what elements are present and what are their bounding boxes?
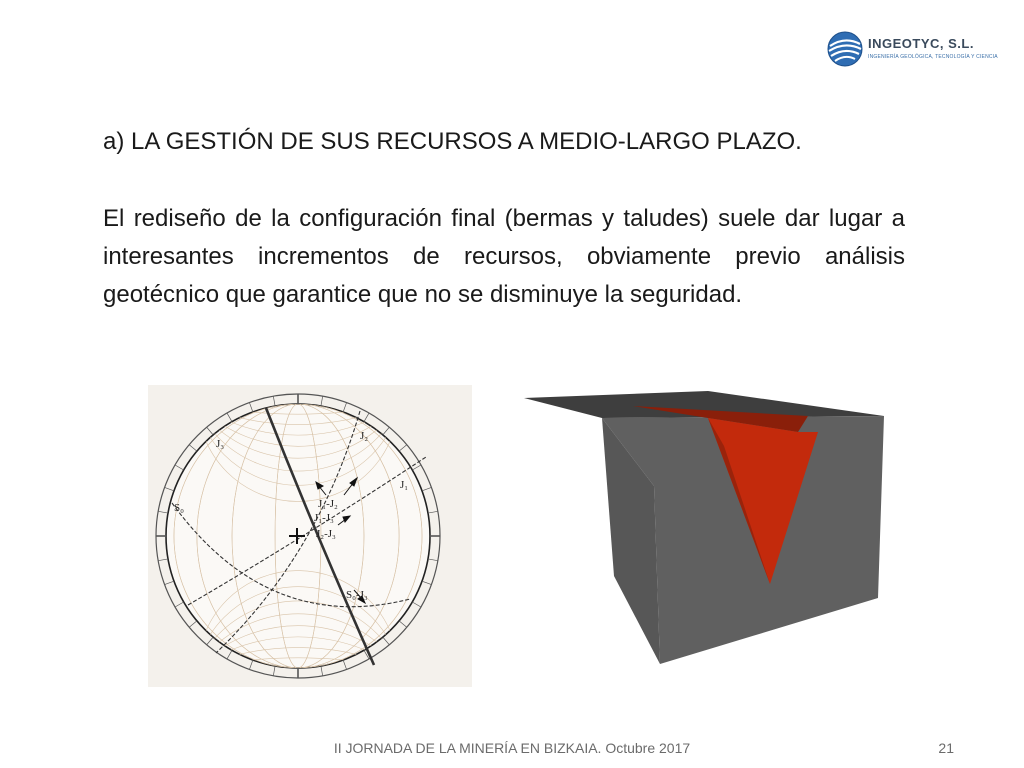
- logo-name: INGEOTYC, S.L.: [868, 36, 974, 51]
- slide-heading: a) LA GESTIÓN DE SUS RECURSOS A MEDIO-LARGO PLAZO.: [103, 128, 802, 155]
- degree-tick: [175, 602, 184, 607]
- degree-tick: [422, 581, 431, 584]
- degree-tick: [249, 660, 252, 669]
- degree-tick: [249, 403, 252, 412]
- degree-tick: [273, 666, 275, 676]
- slide-footer: II JORNADA DE LA MINERÍA EN BIZKAIA. Octubre 2017: [333, 740, 691, 756]
- label-j2: J₂: [360, 430, 369, 442]
- slide-body-text: El rediseño de la configuración final (bermas y taludes) suele dar lugar a interesantes incrementos de recursos, obviamente previo análisis geotécnico que garantice que no se disminuye la seguridad.: [103, 205, 905, 308]
- stereonet-svg: [148, 385, 472, 687]
- degree-tick: [207, 637, 213, 645]
- degree-tick: [428, 559, 438, 561]
- label-s0: S₀: [174, 502, 184, 514]
- wedge-block-svg: [518, 386, 884, 668]
- degree-tick: [273, 396, 275, 406]
- degree-tick: [165, 487, 174, 490]
- degree-tick: [158, 559, 168, 561]
- degree-tick: [189, 445, 197, 451]
- stereonet-figure: [148, 385, 472, 687]
- globe-swirl-icon: [826, 30, 864, 68]
- degree-tick: [428, 511, 438, 513]
- degree-tick: [207, 427, 213, 435]
- label-j1-j3: J₁-J₃: [314, 512, 334, 524]
- degree-tick: [399, 621, 407, 627]
- degree-tick: [321, 396, 323, 406]
- degree-tick: [383, 637, 389, 645]
- degree-tick: [227, 413, 232, 422]
- label-j1-j2: J₁-J₂: [318, 498, 338, 510]
- company-logo: [826, 30, 998, 70]
- label-j1: J₁: [400, 479, 409, 491]
- wedge-block-figure: [518, 386, 884, 668]
- logo-tagline: INGENIERÍA GEOLÓGICA, TECNOLOGÍA Y CIENCIA: [868, 54, 998, 60]
- degree-tick: [165, 581, 174, 584]
- label-s0-j3: S₀-J₃: [346, 589, 368, 601]
- label-j2-j3: J₂-J₃: [316, 528, 336, 540]
- page-number: 21: [938, 740, 954, 756]
- degree-tick: [189, 621, 197, 627]
- degree-tick: [175, 465, 184, 470]
- degree-tick: [383, 427, 389, 435]
- degree-tick: [321, 666, 323, 676]
- degree-tick: [343, 403, 346, 412]
- degree-tick: [227, 650, 232, 659]
- degree-tick: [399, 445, 407, 451]
- degree-tick: [158, 511, 168, 513]
- degree-tick: [343, 660, 346, 669]
- degree-tick: [412, 602, 421, 607]
- degree-tick: [364, 413, 369, 422]
- degree-tick: [422, 487, 431, 490]
- label-j3: J₃: [216, 438, 225, 450]
